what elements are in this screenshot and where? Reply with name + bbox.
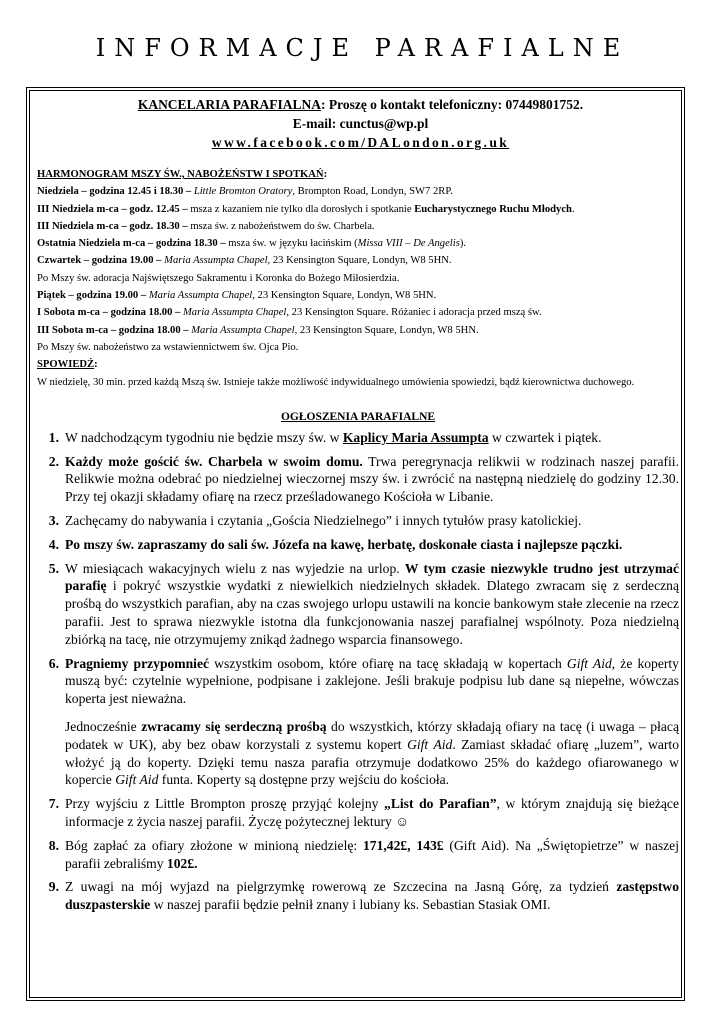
schedule-line: Czwartek – godzina 19.00 – Maria Assumpta Chapel, 23 Kensington Square, Londyn, W8 5HN. — [37, 255, 452, 267]
announcements-list — [37, 429, 679, 914]
announcement-text: W nadchodzącym tygodniu nie będzie mszy św. w Kaplicy Maria Assumpta w czwartek i piątek. — [65, 429, 602, 445]
announcement-item — [37, 878, 679, 914]
schedule-line: Po Mszy św. adoracja Najświętszego Sakramentu i Koronka do Bożego Miłosierdzia. — [37, 272, 400, 284]
confession-heading: SPOWIEDŹ — [37, 359, 95, 371]
office-header — [26, 95, 695, 152]
announcement-text: Bóg zapłać za ofiary złożone w minioną niedzielę: 171,42£, 143£ (Gift Aid). Na „Świętopietrze” w naszej parafii zebraliśmy 102£. — [65, 837, 679, 871]
schedule-line: Niedziela – godzina 12.45 i 18.30 – Little Bromton Oratory, Brompton Road, Londyn, SW7 2RP. — [37, 186, 453, 198]
schedule-line: III Niedziela m-ca – godz. 12.45 – msza z kazaniem nie tylko dla dorosłych i spotkanie Eucharystycznego Ruchu Młodych. — [37, 203, 575, 215]
schedule-line: Po Mszy św. nabożeństwo za wstawiennictwem św. Ojca Pio. — [37, 341, 299, 353]
announcement-item — [37, 536, 679, 554]
page-title: INFORMACJE PARAFIALNE — [95, 34, 630, 62]
schedule-section: HARMONOGRAM MSZY ŚW., NABOŻEŃSTW I SPOTKAŃ: Niedziela – godzina 12.45 i 18.30 – Little Bromton Oratory, Brompton Road, Londyn, SW7 2RP. III Niedziela m-ca – godz. 12.45 – msza z kazaniem nie tylko dla dorosłych i spotkanie Eucharystycznego Ruchu Młodych. III Niedziela m-ca – godz. 18.30 – msza św. z nabożeństwem do św. Charbela. Ostatnia Niedziela m-ca – godzina 18.30 – msza św. w języku łacińskim (Missa VIII – De Angelis). Czwartek – godzina 19.00 – Maria Assumpta Chapel, 23 Kensington Square, Londyn, W8 5HN. Po Mszy św. adoracja Najświętszego Sakramentu i Koronka do Bożego Miłosierdzia. Piątek – godzina 19.00 – Maria Assumpta Chapel, 23 Kensington Square, Londyn, W8 5HN. I Sobota m-ca – godzina 18.00 – Maria Assumpta Chapel, 23 Kensington Square. Różaniec i adoracja przed mszą św. III Sobota m-ca – godzina 18.00 – Maria Assumpta Chapel, 23 Kensington Square, Londyn, W8 5HN. Po Mszy św. nabożeństwo za wstawiennictwem św. Ojca Pio. SPOWIEDŹ: W niedzielę, 30 min. przed każdą Mszą św. Istnieje także możliwość indywidualnego umówienia spowiedzi, bądź kierownictwa duchowego. — [37, 166, 679, 391]
announcement-number: 4. — [48, 536, 59, 552]
schedule-line: Piątek – godzina 19.00 – Maria Assumpta Chapel, 23 Kensington Square, Londyn, W8 5HN. — [37, 290, 437, 302]
schedule-line: III Sobota m-ca – godzina 18.00 – Maria Assumpta Chapel, 23 Kensington Square, Londyn, W8 5HN. — [37, 324, 479, 336]
announcement-item — [37, 429, 679, 447]
announcement-text: Przy wyjściu z Little Brompton proszę przyjąć kolejny „List do Parafian”, w którym znajdują się bieżące informacje z życia naszej parafii. Życzę pożytecznej lektury ☺ — [65, 796, 679, 829]
announcement-number: 5. — [48, 560, 59, 576]
announcement-text: Z uwagi na mój wyjazd na pielgrzymkę rowerową ze Szczecina na Jasną Górę, za tydzień zastępstwo duszpasterskie w naszej parafii będzie pełnił znany i lubiany ks. Sebastian Stasiak OMI. — [65, 879, 679, 913]
announcement-number: 3. — [48, 512, 59, 528]
schedule-list — [37, 183, 679, 356]
office-contact — [26, 95, 695, 114]
announcement-item — [37, 512, 679, 530]
announcement-text: Każdy może gościć św. Charbela w swoim domu. Trwa peregrynacja relikwii w rodzinach naszej parafii. Relikwie można odebrać po niedzielnej wieczornej mszy św. i zwrócić na następną niedzielę do godziny 12.30. Przy tej okazji składamy ofiarę na rzecz prześladowanego Kościoła w Libanie. — [65, 453, 679, 505]
web-link[interactable]: www.facebook.com/DALondon.org.uk — [211, 135, 510, 150]
office-phone: : Proszę o kontakt telefoniczny: 07449801752. — [320, 97, 584, 112]
schedule-line: I Sobota m-ca – godzina 18.00 – Maria Assumpta Chapel, 23 Kensington Square. Różaniec i adoracja przed mszą św. — [37, 307, 542, 319]
announcement-text: Pragniemy przypomnieć wszystkim osobom, które ofiarę na tacę składają w kopertach Gift Aid, że koperty muszą być: czytelnie wypełnione, podpisane i zaklejone. Jeśli brakuje podpisu lub dane są niepełne, wówczas koperta jest nieważna. Jednocześnie zwracamy się serdeczną prośbą do wszystkich, którzy składają ofiary na tacę (i uwaga – płacą podatek w UK), aby bez obaw korzystali z systemu kopert Gift Aid. Zamiast składać ofiarę „luzem”, warto włożyć ją do koperty. Dzięki temu nasza parafia otrzymuje dodatkowo 25% do każdego ofiarowanego w kopercie Gift Aid funta. Koperty są dostępne przy wejściu do kościoła. — [65, 655, 679, 788]
office-email: E-mail: cunctus@wp.pl — [292, 116, 429, 131]
schedule-heading: HARMONOGRAM MSZY ŚW., NABOŻEŃSTW I SPOTKAŃ — [37, 169, 324, 180]
schedule-line: Ostatnia Niedziela m-ca – godzina 18.30 – msza św. w języku łacińskim (Missa VIII – De Angelis). — [37, 238, 467, 250]
announcement-item — [37, 837, 679, 873]
announcements-heading: OGŁOSZENIA PARAFIALNE — [280, 411, 436, 423]
announcement-number: 6. — [48, 655, 59, 671]
confession-text: W niedzielę, 30 min. przed każdą Mszą św. Istnieje także możliwość indywidualnego umówienia spowiedzi, bądź kierownictwa duchowego. — [37, 376, 635, 388]
announcement-text: Po mszy św. zapraszamy do sali św. Józefa na kawę, herbatę, doskonałe ciasta i najlepsze pączki. — [65, 536, 623, 552]
announcement-number: 1. — [48, 429, 59, 445]
announcement-item — [37, 655, 679, 790]
announcement-text: Zachęcamy do nabywania i czytania „Gościa Niedzielnego” i innych tytułów prasy katolickiej. — [65, 512, 582, 528]
announcement-item — [37, 795, 679, 831]
announcement-number: 7. — [48, 796, 59, 812]
announcement-number: 8. — [48, 837, 59, 853]
announcement-text: W miesiącach wakacyjnych wielu z nas wyjedzie na urlop. W tym czasie niezwykle trudno jest utrzymać parafię i pokryć wszystkie wydatki z niewielkich niedzielnych składek. Dlatego zwracam się z serdeczną prośbą do wszystkich parafian, aby na czas swojego urlopu ustawili na koncie bankowym stałe zlecenie na rzecz parafii. Jest to sprawa niezwykle istotna dla funkcjonowania naszej parafialnej wspólnoty. Poza niedzielną zbiórką na tacę, nie otrzymujemy znikąd żadnego wsparcia finansowego. — [65, 560, 680, 647]
announcement-item — [37, 453, 679, 506]
office-label: KANCELARIA PARAFIALNA — [137, 97, 321, 112]
announcement-number: 2. — [48, 453, 59, 469]
announcement-item — [37, 560, 679, 649]
schedule-line: III Niedziela m-ca – godz. 18.30 – msza św. z nabożeństwem do św. Charbela. — [37, 220, 375, 232]
announcements-section — [37, 409, 679, 920]
announcement-number: 9. — [48, 879, 59, 895]
